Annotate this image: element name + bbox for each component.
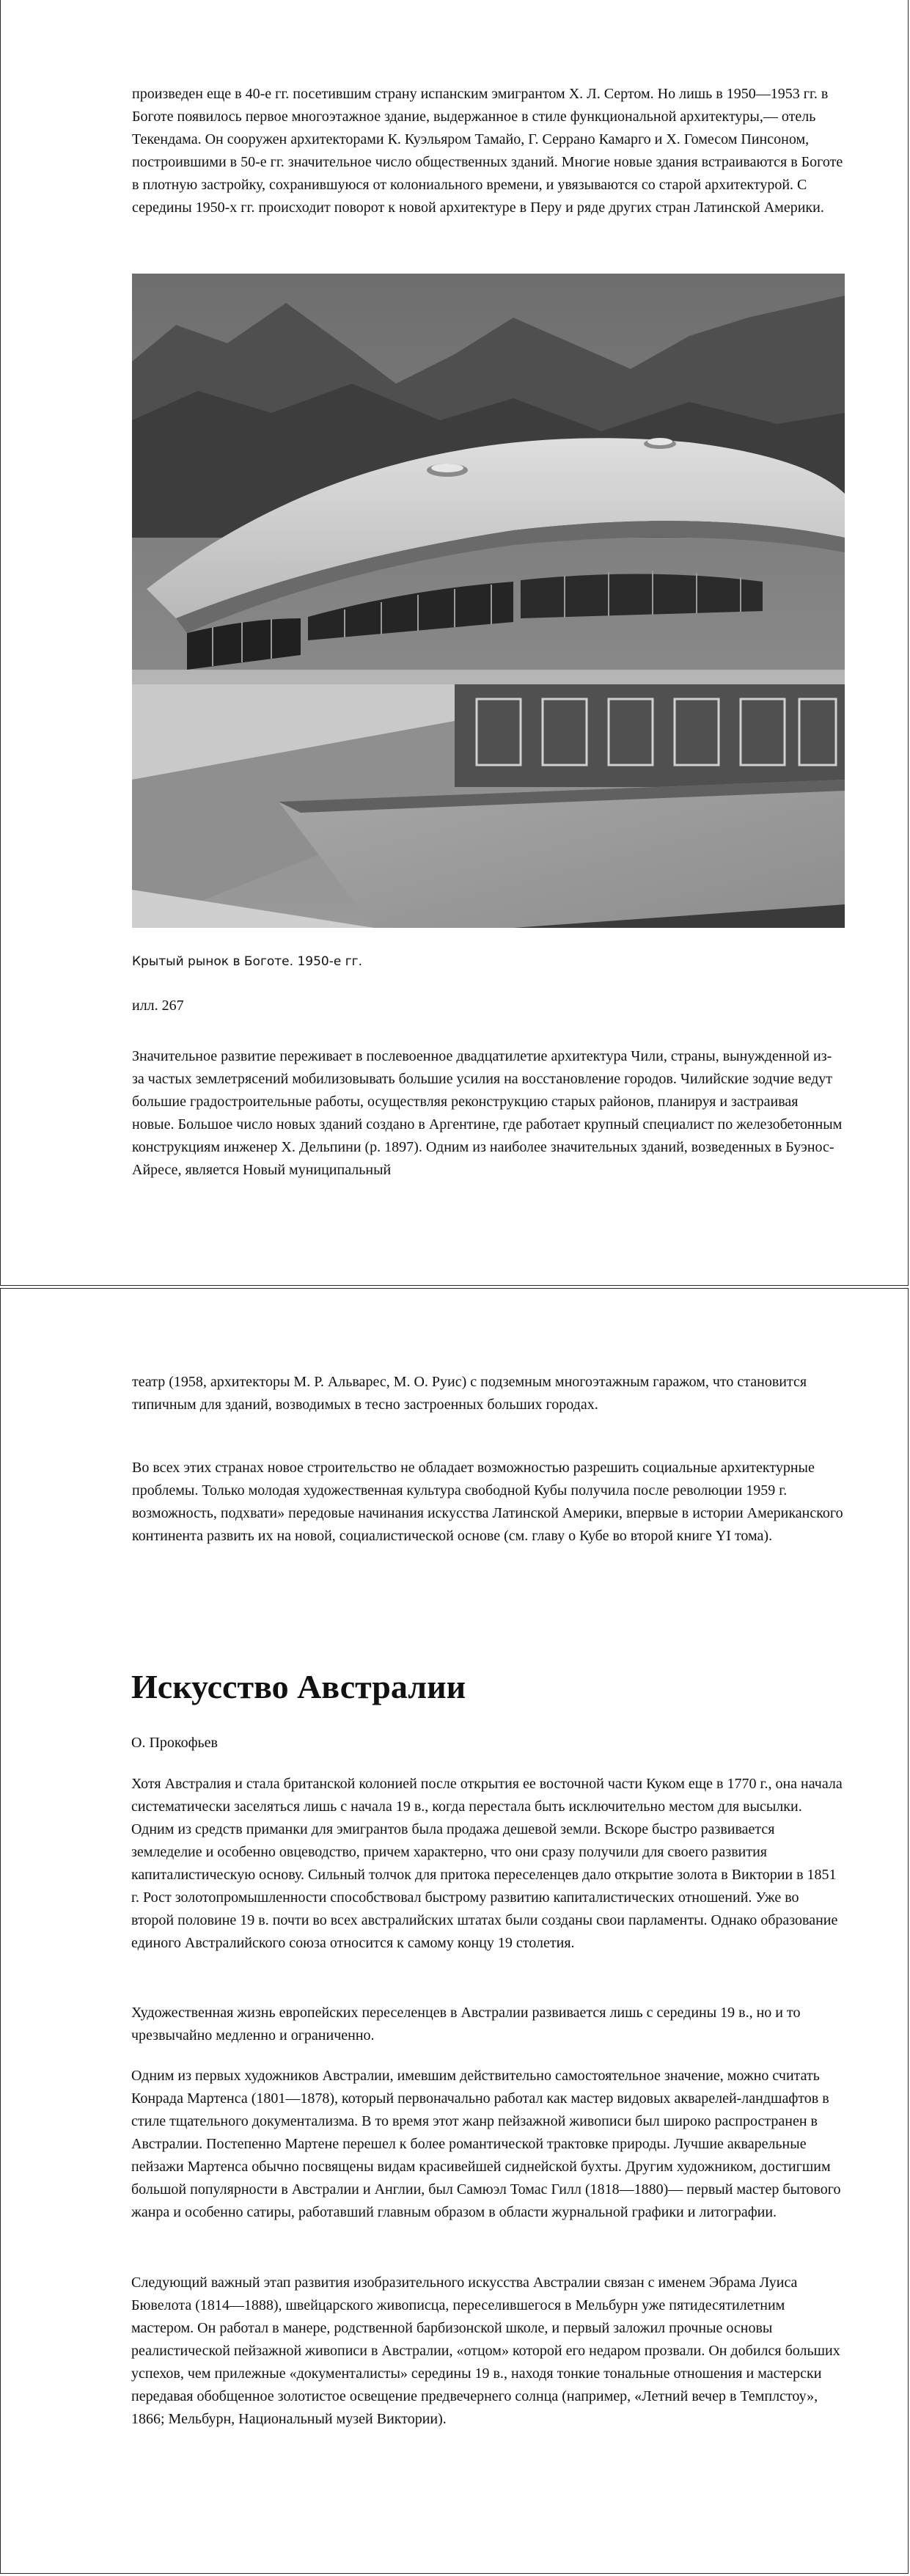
figure-number: илл. 267 [132, 998, 184, 1014]
paragraph-cuba: Во всех этих странах новое строительство не обладает возможностью разрешить социальные архитектурные проблемы. Только молодая художественная культура свободной Кубы получила после революции 1959 г. возможность, подхвати» передовые начинания искусства Латинской Америки, впервые в истории Американского континента развить их на новой, социалистической основе (см. главу о Кубе во второй книге YI тома). [132, 1460, 843, 1544]
figure-market-bogota [132, 274, 845, 928]
text-block-art-life [131, 2002, 843, 2047]
paragraph-intro: произведен еще в 40-е гг. посетившим страну испанским эмигрантом Х. Л. Сертом. Но лишь в 1950—1953 гг. в Боготе появилось первое многоэтажное здание, выдержанное в стиле функциональной архитектуры,— отель Текендама. Он сооружен архитекторами К. Куэльяром Тамайо, Г. Серрано Камарго и Х. Гомесом Пинсоном, построившими в 50-е гг. значительное число общественных зданий. Многие новые здания встраиваются в Боготе в плотную застройку, сохранившуюся от колониального времени, и увязываются со старой архитектурой. С середины 1950-х гг. происходит поворот к новой архитектуре в Перу и ряде других стран Латинской Америки. [132, 86, 843, 216]
paragraph-martens: Одним из первых художников Австралии, имевшим действительно самостоятельное значение, можно считать Конрада Мартенса (1801—1878), который первоначально работал как мастер видовых акварелей-ландшафтов в стиле тщательного документализма. В то время этот жанр пейзажной живописи был широко распространен в Австралии. Постепенно Мартене перешел к более романтической трактовке природы. Лучшие акварельные пейзажи Мартенса обычно посвящены видам красивейшей сиднейской бухты. Другим художником, достигшим большой популярности в Австралии и Англии, был Самюэл Томас Гилл (1818—1880)— первый мастер бытового жанра и особенно сатиры, работавший главным образом в области журнальной графики и литографии. [131, 2068, 841, 2220]
text-block-cuba [132, 1457, 843, 1548]
paragraph-theatre: театр (1958, архитекторы М. Р. Альварес, М. О. Руис) с подземным многоэтажным гаражом, что становится типичным для зданий, возводимых в тесно застроенных больших городах. [132, 1374, 807, 1413]
author-name: О. Прокофьев [131, 1735, 218, 1751]
text-block-history [131, 1773, 843, 1955]
figure-caption: Крытый рынок в Боготе. 1950-е гг. [132, 954, 362, 969]
text-block-martens [131, 2065, 843, 2224]
section-title: Искусство Австралии [131, 1668, 466, 1705]
document-page-1 [0, 0, 909, 1286]
text-block-theatre [132, 1371, 843, 1416]
paragraph-art-life: Художественная жизнь европейских переселенцев в Австралии развивается лишь с середины 19 в., но и то чрезвычайно медленно и ограниченно. [131, 2005, 801, 2043]
paragraph-history: Хотя Австралия и стала британской колонией после открытия ее восточной части Куком еще в 1770 г., она начала систематически заселяться лишь с начала 19 в., когда перестала быть исключительно местом для высылки. Одним из средств приманки для эмигрантов была продажа дешевой земли. Вскоре быстро развивается земледелие и особенно овцеводство, причем характерно, что они сразу получили для своего развития капиталистическую основу. Сильный толчок для притока переселенцев дало открытие золота в Виктории в 1851 г. Рост золотопромышленности способствовал быстрому развитию капиталистических отношений. Уже во второй половине 19 в. почти во всех австралийских штатах были созданы свои парламенты. Однако образование единого Австралийского союза относится к самому концу 19 столетия. [131, 1776, 843, 1951]
text-block-bottom [132, 1045, 843, 1182]
paragraph-chile: Значительное развитие переживает в послевоенное двадцатилетие архитектура Чили, страны, вынужденной из-за частых землетрясений мобилизовывать большие усилия на восстановление городов. Чилийские зодчие ведут большие градостроительные работы, осуществляя реконструкцию старых районов, планируя и застраивая новые. Большое число новых зданий создано в Аргентине, где работает крупный специалист по железобетонным конструкциям инженер Х. Дельпини (р. 1897). Одним из наиболее значительных зданий, возведенных в Буэнос-Айресе, является Новый муниципальный [132, 1048, 843, 1178]
paragraph-buvelot: Следующий важный этап развития изобразительного искусства Австралии связан с именем Эбрама Луиса Бювелота (1814—1888), швейцарского живописца, переселившегося в Мельбурн уже пятидесятилетним мастером. Он работал в манере, родственной барбизонской школе, и первый заложил прочные основы реалистической пейзажной живописи в Австралии, «отцом» которой его недаром прозвали. Он добился больших успехов, чем прилежные «документалисты» середины 19 в., находя тонкие тональные отношения и мастерски передавая обобщенное золотистое освещение предвечернего солнца (например, «Летний вечер в Темплстоу», 1866; Мельбурн, Национальный музей Виктории). [131, 2275, 840, 2427]
text-block-top [132, 83, 843, 219]
text-block-buvelot [131, 2272, 843, 2431]
market-photo-illustration [132, 274, 845, 928]
